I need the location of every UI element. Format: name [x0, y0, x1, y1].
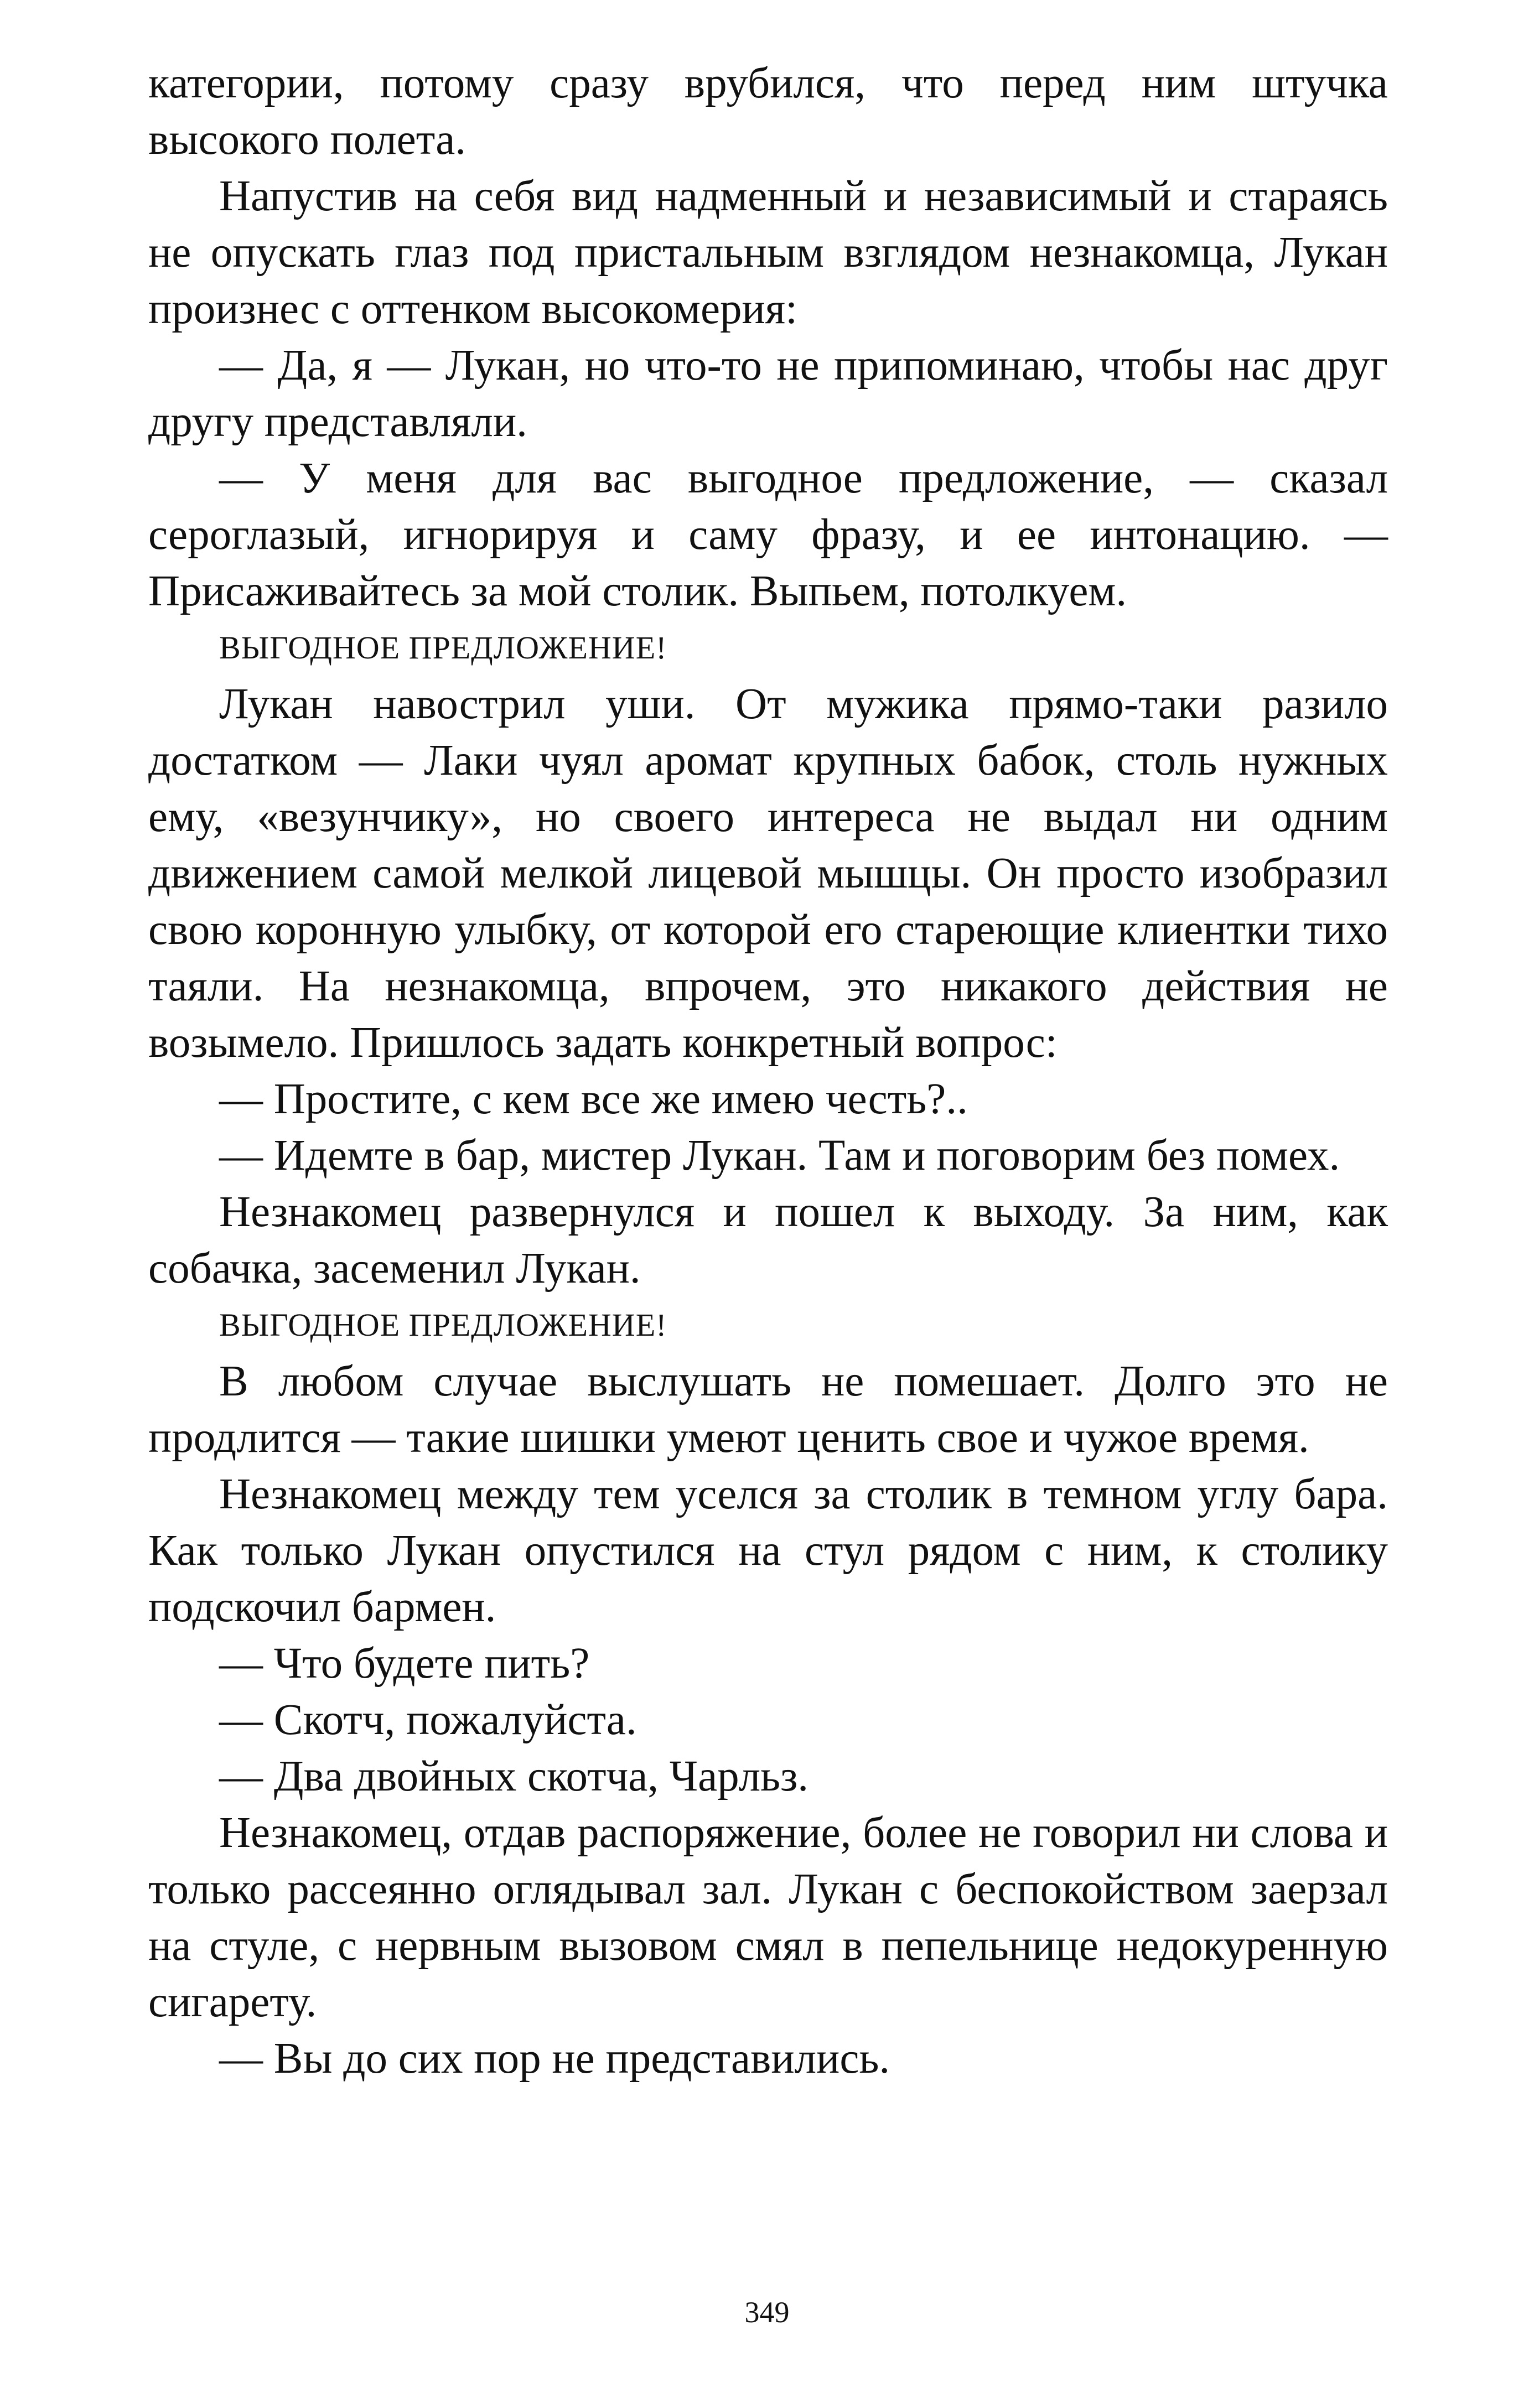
paragraph: — Простите, с кем все же имею честь?.. — [219, 1075, 968, 1123]
paragraph: — Что будете пить? — [219, 1639, 590, 1688]
paragraph: Лукан навострил уши. От мужика прямо-таки разило достатком — Лаки чуял аромат крупных бабок, столь нужных ему, «везунчику», но своего интереса не выдал ни одним движением самой мелкой лицевой мышцы. Он просто изобразил свою коронную улыбку, от которой его стареющие клиентки тихо таяли. На незнакомца, впрочем, это никакого действия не возымело. Пришлось задать конкретный вопрос: — [148, 680, 1388, 1067]
paragraph: — Идемте в бар, мистер Лукан. Там и поговорим без помех. — [219, 1132, 1340, 1180]
paragraph: — Да, я — Лукан, но что-то не припоминаю, чтобы нас друг другу представляли. — [148, 341, 1388, 446]
emphasis-line: ВЫГОДНОЕ ПРЕДЛОЖЕНИЕ! — [219, 1307, 667, 1343]
paragraph: категории, потому сразу врубился, что перед ним штучка высокого полета. — [148, 59, 1388, 164]
paragraph: — Два двойных скотча, Чарльз. — [219, 1752, 809, 1800]
emphasis-line: ВЫГОДНОЕ ПРЕДЛОЖЕНИЕ! — [219, 630, 667, 666]
paragraph: Незнакомец между тем уселся за столик в темном углу бара. Как только Лукан опустился на стул рядом с ним, к столику подскочил бармен. — [148, 1470, 1388, 1631]
paragraph: Напустив на себя вид надменный и независимый и стараясь не опускать глаз под пристальным взглядом незнакомца, Лукан произнес с оттенком высокомерия: — [148, 172, 1388, 333]
page-number: 349 — [744, 2296, 790, 2329]
paragraph: Незнакомец, отдав распоряжение, более не говорил ни слова и только рассеянно оглядывал зал. Лукан с беспокойством заерзал на стуле, с нервным вызовом смял в пепельнице недокуренную сигарету. — [148, 1809, 1388, 2026]
page-text — [148, 55, 1388, 2087]
paragraph: Незнакомец развернулся и пошел к выходу. За ним, как собачка, засеменил Лукан. — [148, 1188, 1388, 1293]
paragraph: — У меня для вас выгодное предложение, — сказал сероглазый, игнорируя и саму фразу, и ее интонацию. — Присаживайтесь за мой столик. Выпьем, потолкуем. — [148, 454, 1388, 615]
paragraph: — Вы до сих пор не представились. — [219, 2035, 890, 2083]
paragraph: В любом случае выслушать не помешает. Долго это не продлится — такие шишки умеют ценить свое и чужое время. — [148, 1357, 1388, 1462]
paragraph: — Скотч, пожалуйста. — [219, 1696, 637, 1744]
